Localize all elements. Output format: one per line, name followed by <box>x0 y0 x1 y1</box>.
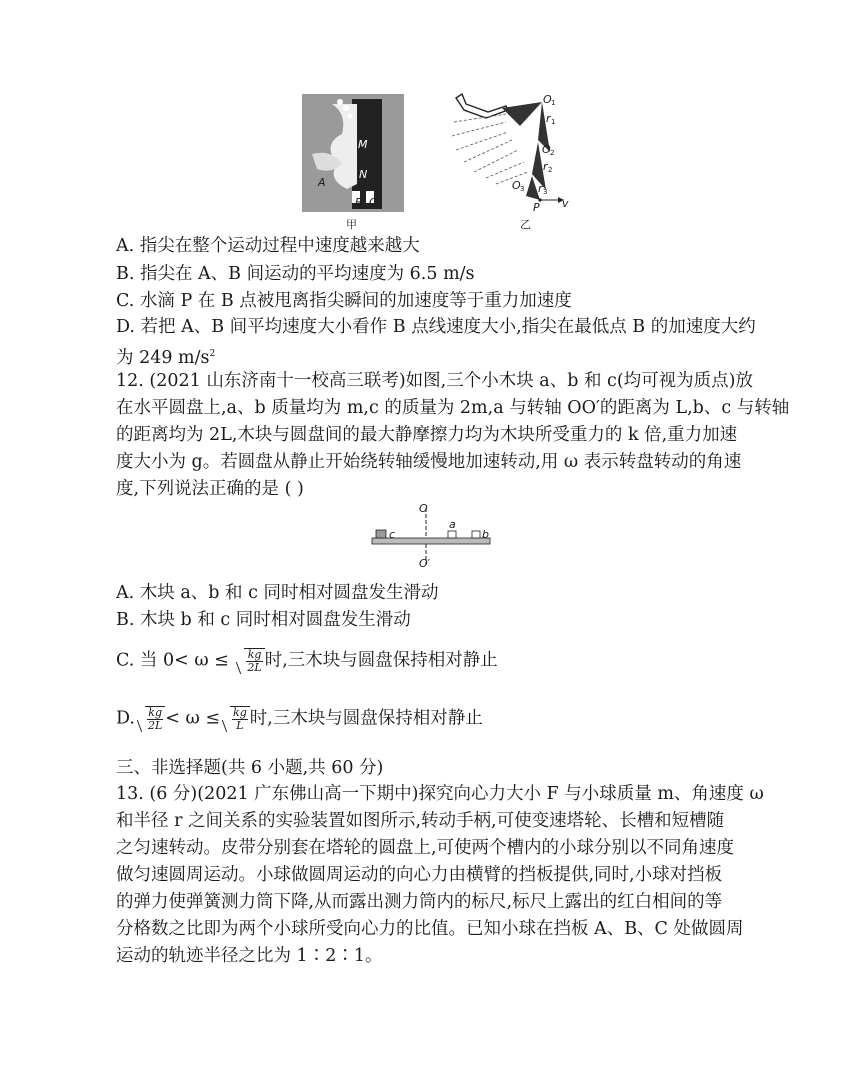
q11-option-d-line2 <box>116 342 215 370</box>
q12-option-d <box>116 706 483 732</box>
q12-stem-line3: 的距离均为 2L,木块与圆盘间的最大静摩擦力均为木块所受重力的 k 倍,重力加速 <box>116 425 738 445</box>
q13-line3: 之匀速转动。皮带分别套在塔轮的圆盘上,可使两个槽内的小球分别以不同角速度 <box>116 838 735 858</box>
q12-option-c-pre: C. 当 0< ω ≤ <box>116 650 229 671</box>
q13-line1: 13. (6 分)(2021 广东佛山高一下期中)探究向心力大小 F 与小球质量 m、角速度 ω <box>116 784 764 804</box>
sqrt-kg-over-L <box>220 706 250 732</box>
label-M: M <box>358 138 368 151</box>
q12-stem-line2: 在水平圆盘上,a、b 质量均为 m,c 的质量为 2m,a 与转轴 OO′的距离为 L,b、c 与转轴 <box>116 398 790 418</box>
q13-line5: 的弹力使弹簧测力筒下降,从而露出测力筒内的标尺,标尺上露出的红白相间的等 <box>116 892 723 912</box>
label-r2: r <box>543 160 548 173</box>
q13-line7: 运动的轨迹半径之比为 1∶2∶1。 <box>116 946 383 966</box>
q11-option-c: C. 水滴 P 在 B 点被甩离指尖瞬间的加速度等于重力加速度 <box>116 291 572 311</box>
caption-jia: 甲 <box>346 218 357 231</box>
q12-option-d-pre: D. <box>116 708 135 729</box>
label-O3: O <box>512 179 521 192</box>
q12-option-d-mid: < ω ≤ <box>165 708 221 729</box>
label-v: v <box>562 197 569 210</box>
q12-stem-line4: 度大小为 g。若圆盘从静止开始绕转轴缓慢地加速转动,用 ω 表示转盘转动的角速 <box>116 452 742 472</box>
label-r2-sub: 2 <box>548 166 553 174</box>
q12-label-a: a <box>449 518 456 531</box>
sqrt-kg-over-2L-d <box>135 706 165 732</box>
label-r1-sub: 1 <box>551 118 556 126</box>
q11-option-d-text: 为 249 m/s <box>116 347 210 368</box>
label-O2: O <box>542 143 551 156</box>
sqrt-kg-over-2L <box>234 648 264 674</box>
frac-den: 2L <box>247 661 262 674</box>
label-N: N <box>359 168 368 181</box>
q12-option-c-post: 时,三木块与圆盘保持相对静止 <box>264 650 498 671</box>
q12-label-O: O <box>419 502 428 515</box>
section-3-heading: 三、非选择题(共 6 小题,共 60 分) <box>116 758 384 778</box>
frac-den-d2: L <box>236 719 244 732</box>
frac-num: kg <box>247 648 262 661</box>
q13-line2: 和半径 r 之间关系的实验装置如图所示,转动手柄,可使变速塔轮、长槽和短槽随 <box>116 811 725 831</box>
q12-stem-line1: 12. (2021 山东济南十一校高三联考)如图,三个小木块 a、b 和 c(均可视为质点)放 <box>116 371 753 391</box>
caption-yi: 乙 <box>520 218 531 231</box>
q12-label-c: c <box>389 528 396 541</box>
q12-option-d-post: 时,三木块与圆盘保持相对静止 <box>249 708 483 729</box>
figure-jia-photo <box>302 94 404 212</box>
label-O1: O <box>543 93 552 106</box>
label-O1-sub: 1 <box>551 99 556 107</box>
q12-label-b: b <box>482 528 489 541</box>
label-r3-sub: 3 <box>543 188 548 196</box>
q11-option-d-line1: D. 若把 A、B 间平均速度大小看作 B 点线速度大小,指尖在最低点 B 的加速度大约 <box>116 317 756 337</box>
frac-num-d2: kg <box>233 706 247 719</box>
q12-stem-line5: 度,下列说法正确的是 ( ) <box>116 479 304 499</box>
q13-line6: 分格数之比即为两个小球所受向心力的比值。已知小球在挡板 A、B、C 处做圆周 <box>116 919 744 939</box>
label-B: B <box>355 196 363 209</box>
q11-option-a: A. 指尖在整个运动过程中速度越来越大 <box>116 236 420 256</box>
label-C: C <box>369 196 377 209</box>
label-r3: r <box>538 182 543 195</box>
frac-den-d1: 2L <box>147 719 163 732</box>
frac-num-d1: kg <box>148 706 162 719</box>
q11-option-d-sup: 2 <box>209 349 216 359</box>
q12-label-O-prime: O′ <box>419 557 431 570</box>
label-P: P <box>533 201 540 214</box>
q12-option-c <box>116 648 498 674</box>
q11-option-b: B. 指尖在 A、B 间运动的平均速度为 6.5 m/s <box>116 264 475 284</box>
label-O2-sub: 2 <box>550 149 555 157</box>
label-r1: r <box>546 112 551 125</box>
label-A: A <box>318 176 326 189</box>
q13-line4: 做匀速圆周运动。小球做圆周运动的向心力由横臂的挡板提供,同时,小球对挡板 <box>116 865 723 885</box>
q12-option-a: A. 木块 a、b 和 c 同时相对圆盘发生滑动 <box>116 583 439 603</box>
label-O3-sub: 3 <box>520 185 525 193</box>
q12-option-b: B. 木块 b 和 c 同时相对圆盘发生滑动 <box>116 610 411 630</box>
